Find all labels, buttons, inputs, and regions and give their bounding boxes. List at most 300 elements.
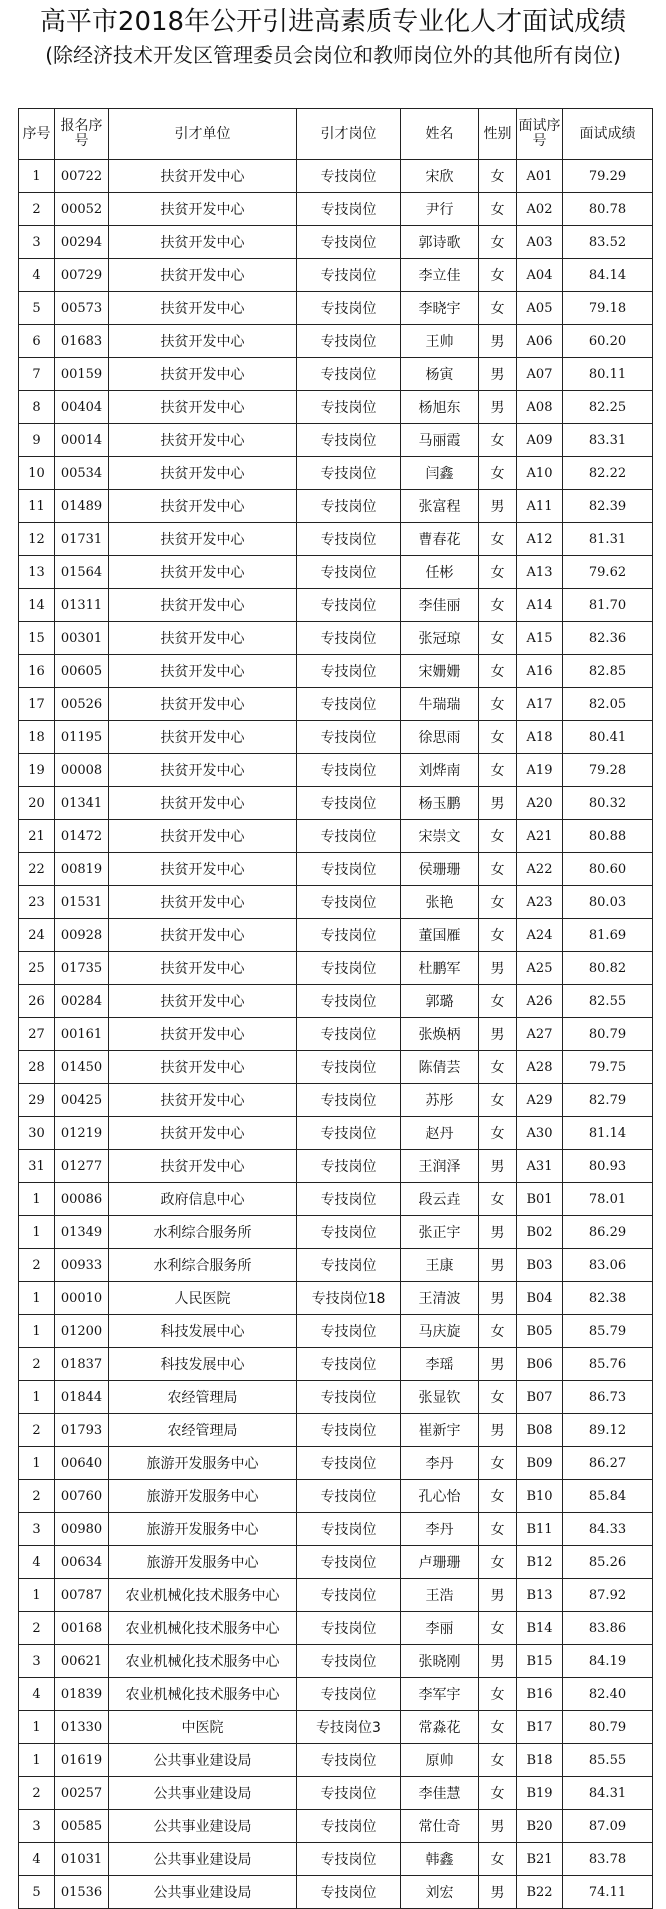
table-row: [19, 1447, 653, 1480]
cell-row-index: 6: [19, 325, 55, 358]
cell-unit: 扶贫开发中心: [109, 655, 297, 688]
cell-gender: 男: [479, 325, 517, 358]
cell-unit: 扶贫开发中心: [109, 688, 297, 721]
cell-row-index: 2: [19, 1414, 55, 1447]
cell-score: 79.28: [563, 754, 653, 787]
cell-row-index: 13: [19, 556, 55, 589]
cell-interview-no: B21: [517, 1843, 563, 1876]
cell-row-index: 31: [19, 1150, 55, 1183]
cell-score: 82.55: [563, 985, 653, 1018]
cell-name: 董国雁: [401, 919, 479, 952]
cell-score: 84.14: [563, 259, 653, 292]
cell-position: 专技岗位: [297, 655, 401, 688]
page-subtitle: (除经济技术开发区管理委员会岗位和教师岗位外的其他所有岗位): [45, 43, 621, 67]
cell-gender: 女: [479, 886, 517, 919]
cell-unit: 扶贫开发中心: [109, 721, 297, 754]
cell-unit: 扶贫开发中心: [109, 160, 297, 193]
cell-position: 专技岗位: [297, 490, 401, 523]
cell-registration-no: 00634: [55, 1546, 109, 1579]
cell-interview-no: B15: [517, 1645, 563, 1678]
cell-registration-no: 00534: [55, 457, 109, 490]
cell-unit: 扶贫开发中心: [109, 556, 297, 589]
cell-score: 79.75: [563, 1051, 653, 1084]
cell-score: 81.70: [563, 589, 653, 622]
cell-name: 原帅: [401, 1744, 479, 1777]
cell-row-index: 29: [19, 1084, 55, 1117]
cell-interview-no: B01: [517, 1183, 563, 1216]
cell-position: 专技岗位3: [297, 1711, 401, 1744]
cell-gender: 女: [479, 1744, 517, 1777]
cell-registration-no: 01330: [55, 1711, 109, 1744]
cell-unit: 旅游开发服务中心: [109, 1480, 297, 1513]
cell-name: 王康: [401, 1249, 479, 1282]
cell-gender: 男: [479, 787, 517, 820]
cell-score: 86.29: [563, 1216, 653, 1249]
cell-name: 王帅: [401, 325, 479, 358]
cell-registration-no: 01341: [55, 787, 109, 820]
cell-position: 专技岗位: [297, 1084, 401, 1117]
cell-score: 83.78: [563, 1843, 653, 1876]
cell-unit: 扶贫开发中心: [109, 952, 297, 985]
table-row: [19, 1843, 653, 1876]
cell-position: 专技岗位: [297, 523, 401, 556]
cell-interview-no: B12: [517, 1546, 563, 1579]
cell-interview-no: B07: [517, 1381, 563, 1414]
cell-gender: 男: [479, 1348, 517, 1381]
header-score: 面试成绩: [563, 109, 653, 160]
cell-position: 专技岗位: [297, 1249, 401, 1282]
cell-score: 84.19: [563, 1645, 653, 1678]
cell-name: 张焕柄: [401, 1018, 479, 1051]
table-row: [19, 1876, 653, 1909]
table-row: [19, 754, 653, 787]
table-row: [19, 688, 653, 721]
cell-name: 张艳: [401, 886, 479, 919]
cell-score: 87.09: [563, 1810, 653, 1843]
cell-position: 专技岗位: [297, 1678, 401, 1711]
cell-unit: 科技发展中心: [109, 1315, 297, 1348]
cell-score: 80.60: [563, 853, 653, 886]
table-row: [19, 226, 653, 259]
table-row: [19, 1480, 653, 1513]
cell-position: 专技岗位: [297, 358, 401, 391]
cell-name: 常淼花: [401, 1711, 479, 1744]
cell-interview-no: A18: [517, 721, 563, 754]
cell-position: 专技岗位: [297, 1480, 401, 1513]
cell-unit: 科技发展中心: [109, 1348, 297, 1381]
cell-name: 卢珊珊: [401, 1546, 479, 1579]
cell-interview-no: B16: [517, 1678, 563, 1711]
cell-interview-no: A03: [517, 226, 563, 259]
cell-score: 82.22: [563, 457, 653, 490]
table-row: [19, 1810, 653, 1843]
cell-unit: 扶贫开发中心: [109, 457, 297, 490]
table-row: [19, 1018, 653, 1051]
cell-row-index: 3: [19, 1810, 55, 1843]
cell-gender: 男: [479, 1876, 517, 1909]
table-row: [19, 1249, 653, 1282]
cell-name: 崔新宇: [401, 1414, 479, 1447]
cell-name: 闫鑫: [401, 457, 479, 490]
cell-score: 81.14: [563, 1117, 653, 1150]
cell-score: 79.62: [563, 556, 653, 589]
cell-score: 84.31: [563, 1777, 653, 1810]
cell-position: 专技岗位: [297, 1810, 401, 1843]
table-row: [19, 1579, 653, 1612]
cell-gender: 男: [479, 1249, 517, 1282]
cell-row-index: 23: [19, 886, 55, 919]
cell-gender: 男: [479, 391, 517, 424]
cell-registration-no: 00760: [55, 1480, 109, 1513]
cell-score: 80.93: [563, 1150, 653, 1183]
table-row: [19, 391, 653, 424]
cell-unit: 扶贫开发中心: [109, 754, 297, 787]
cell-position: 专技岗位: [297, 1843, 401, 1876]
cell-registration-no: 00159: [55, 358, 109, 391]
cell-registration-no: 00301: [55, 622, 109, 655]
cell-interview-no: B18: [517, 1744, 563, 1777]
cell-registration-no: 01839: [55, 1678, 109, 1711]
table-row: [19, 952, 653, 985]
cell-interview-no: B10: [517, 1480, 563, 1513]
cell-position: 专技岗位: [297, 1513, 401, 1546]
cell-row-index: 28: [19, 1051, 55, 1084]
cell-registration-no: 01735: [55, 952, 109, 985]
cell-position: 专技岗位: [297, 391, 401, 424]
table-row: [19, 787, 653, 820]
table-row: [19, 490, 653, 523]
cell-score: 82.85: [563, 655, 653, 688]
cell-interview-no: A10: [517, 457, 563, 490]
cell-score: 82.40: [563, 1678, 653, 1711]
cell-row-index: 8: [19, 391, 55, 424]
cell-interview-no: A05: [517, 292, 563, 325]
cell-registration-no: 00294: [55, 226, 109, 259]
cell-interview-no: A27: [517, 1018, 563, 1051]
cell-row-index: 1: [19, 1447, 55, 1480]
cell-position: 专技岗位: [297, 160, 401, 193]
cell-gender: 女: [479, 1843, 517, 1876]
cell-unit: 扶贫开发中心: [109, 589, 297, 622]
cell-registration-no: 00425: [55, 1084, 109, 1117]
cell-gender: 男: [479, 1810, 517, 1843]
cell-unit: 扶贫开发中心: [109, 259, 297, 292]
table-row: [19, 1348, 653, 1381]
cell-row-index: 4: [19, 1678, 55, 1711]
cell-row-index: 4: [19, 259, 55, 292]
cell-registration-no: 00168: [55, 1612, 109, 1645]
cell-name: 郭璐: [401, 985, 479, 1018]
table-row: [19, 1414, 653, 1447]
cell-score: 78.01: [563, 1183, 653, 1216]
table-row: [19, 1315, 653, 1348]
cell-position: 专技岗位: [297, 1612, 401, 1645]
cell-unit: 旅游开发服务中心: [109, 1546, 297, 1579]
cell-name: 王浩: [401, 1579, 479, 1612]
cell-unit: 农业机械化技术服务中心: [109, 1579, 297, 1612]
cell-name: 宋欣: [401, 160, 479, 193]
cell-unit: 农经管理局: [109, 1414, 297, 1447]
cell-gender: 男: [479, 1150, 517, 1183]
cell-registration-no: 01564: [55, 556, 109, 589]
table-row: [19, 1513, 653, 1546]
cell-gender: 女: [479, 523, 517, 556]
cell-gender: 女: [479, 1546, 517, 1579]
cell-position: 专技岗位: [297, 1381, 401, 1414]
cell-registration-no: 01311: [55, 589, 109, 622]
cell-position: 专技岗位: [297, 292, 401, 325]
table-row: [19, 1744, 653, 1777]
cell-name: 王清波: [401, 1282, 479, 1315]
cell-score: 80.82: [563, 952, 653, 985]
cell-registration-no: 00052: [55, 193, 109, 226]
page-title: 高平市2018年公开引进高素质专业化人才面试成绩: [39, 7, 627, 37]
cell-interview-no: B11: [517, 1513, 563, 1546]
cell-name: 任彬: [401, 556, 479, 589]
cell-interview-no: A07: [517, 358, 563, 391]
cell-registration-no: 01031: [55, 1843, 109, 1876]
cell-registration-no: 00010: [55, 1282, 109, 1315]
cell-registration-no: 00722: [55, 160, 109, 193]
cell-position: 专技岗位: [297, 1744, 401, 1777]
cell-gender: 女: [479, 1513, 517, 1546]
cell-row-index: 27: [19, 1018, 55, 1051]
cell-score: 82.25: [563, 391, 653, 424]
cell-registration-no: 01489: [55, 490, 109, 523]
cell-registration-no: 00257: [55, 1777, 109, 1810]
table-row: [19, 358, 653, 391]
cell-unit: 扶贫开发中心: [109, 358, 297, 391]
cell-score: 80.03: [563, 886, 653, 919]
cell-unit: 农业机械化技术服务中心: [109, 1612, 297, 1645]
cell-row-index: 5: [19, 292, 55, 325]
cell-name: 王润泽: [401, 1150, 479, 1183]
cell-registration-no: 00621: [55, 1645, 109, 1678]
cell-position: 专技岗位: [297, 754, 401, 787]
cell-position: 专技岗位: [297, 457, 401, 490]
table-row: [19, 1183, 653, 1216]
cell-unit: 扶贫开发中心: [109, 490, 297, 523]
cell-score: 82.79: [563, 1084, 653, 1117]
cell-registration-no: 00573: [55, 292, 109, 325]
cell-gender: 女: [479, 193, 517, 226]
table-row: [19, 259, 653, 292]
cell-unit: 中医院: [109, 1711, 297, 1744]
cell-registration-no: 01731: [55, 523, 109, 556]
cell-unit: 扶贫开发中心: [109, 787, 297, 820]
cell-row-index: 26: [19, 985, 55, 1018]
cell-name: 曹春花: [401, 523, 479, 556]
cell-interview-no: B09: [517, 1447, 563, 1480]
cell-unit: 政府信息中心: [109, 1183, 297, 1216]
cell-unit: 水利综合服务所: [109, 1216, 297, 1249]
cell-registration-no: 01619: [55, 1744, 109, 1777]
cell-row-index: 2: [19, 193, 55, 226]
cell-score: 83.52: [563, 226, 653, 259]
cell-gender: 女: [479, 853, 517, 886]
cell-position: 专技岗位: [297, 886, 401, 919]
cell-interview-no: A30: [517, 1117, 563, 1150]
cell-position: 专技岗位: [297, 820, 401, 853]
cell-row-index: 20: [19, 787, 55, 820]
cell-row-index: 3: [19, 1645, 55, 1678]
cell-unit: 公共事业建设局: [109, 1810, 297, 1843]
cell-interview-no: A13: [517, 556, 563, 589]
cell-name: 杨寅: [401, 358, 479, 391]
table-row: [19, 985, 653, 1018]
table-row: [19, 292, 653, 325]
cell-name: 马丽霞: [401, 424, 479, 457]
cell-row-index: 1: [19, 1381, 55, 1414]
cell-interview-no: B02: [517, 1216, 563, 1249]
cell-interview-no: B17: [517, 1711, 563, 1744]
cell-name: 马庆旋: [401, 1315, 479, 1348]
cell-gender: 男: [479, 952, 517, 985]
cell-score: 80.11: [563, 358, 653, 391]
cell-unit: 扶贫开发中心: [109, 1150, 297, 1183]
cell-interview-no: A17: [517, 688, 563, 721]
cell-gender: 女: [479, 1480, 517, 1513]
scores-table: [18, 108, 653, 1909]
cell-row-index: 2: [19, 1777, 55, 1810]
cell-interview-no: A14: [517, 589, 563, 622]
cell-position: 专技岗位: [297, 259, 401, 292]
cell-position: 专技岗位: [297, 1348, 401, 1381]
cell-name: 李丽: [401, 1612, 479, 1645]
cell-name: 张正宇: [401, 1216, 479, 1249]
cell-position: 专技岗位: [297, 193, 401, 226]
cell-gender: 男: [479, 1579, 517, 1612]
table-row: [19, 1777, 653, 1810]
cell-registration-no: 01450: [55, 1051, 109, 1084]
cell-name: 李丹: [401, 1513, 479, 1546]
table-row: [19, 820, 653, 853]
cell-score: 80.41: [563, 721, 653, 754]
cell-position: 专技岗位: [297, 919, 401, 952]
cell-gender: 女: [479, 1711, 517, 1744]
cell-registration-no: 00787: [55, 1579, 109, 1612]
cell-name: 张富程: [401, 490, 479, 523]
cell-row-index: 16: [19, 655, 55, 688]
cell-name: 苏彤: [401, 1084, 479, 1117]
cell-registration-no: 00729: [55, 259, 109, 292]
cell-registration-no: 01536: [55, 1876, 109, 1909]
cell-name: 段云垚: [401, 1183, 479, 1216]
cell-interview-no: B04: [517, 1282, 563, 1315]
cell-unit: 扶贫开发中心: [109, 391, 297, 424]
cell-score: 83.06: [563, 1249, 653, 1282]
cell-name: 宋姗姗: [401, 655, 479, 688]
table-row: [19, 853, 653, 886]
cell-row-index: 2: [19, 1249, 55, 1282]
cell-score: 74.11: [563, 1876, 653, 1909]
cell-interview-no: A25: [517, 952, 563, 985]
cell-gender: 男: [479, 1282, 517, 1315]
table-row: [19, 1216, 653, 1249]
cell-name: 李瑶: [401, 1348, 479, 1381]
cell-row-index: 1: [19, 1579, 55, 1612]
table-row: [19, 1381, 653, 1414]
cell-interview-no: B03: [517, 1249, 563, 1282]
cell-position: 专技岗位: [297, 1447, 401, 1480]
cell-row-index: 10: [19, 457, 55, 490]
cell-score: 85.84: [563, 1480, 653, 1513]
cell-position: 专技岗位: [297, 688, 401, 721]
cell-name: 郭诗歌: [401, 226, 479, 259]
cell-interview-no: A09: [517, 424, 563, 457]
cell-row-index: 1: [19, 1315, 55, 1348]
cell-position: 专技岗位: [297, 1216, 401, 1249]
cell-unit: 公共事业建设局: [109, 1876, 297, 1909]
cell-row-index: 3: [19, 1513, 55, 1546]
cell-unit: 公共事业建设局: [109, 1744, 297, 1777]
cell-gender: 女: [479, 226, 517, 259]
cell-interview-no: B13: [517, 1579, 563, 1612]
cell-row-index: 17: [19, 688, 55, 721]
cell-position: 专技岗位: [297, 226, 401, 259]
cell-registration-no: 00404: [55, 391, 109, 424]
cell-registration-no: 00008: [55, 754, 109, 787]
cell-score: 81.31: [563, 523, 653, 556]
cell-name: 侯珊珊: [401, 853, 479, 886]
cell-position: 专技岗位: [297, 1183, 401, 1216]
cell-position: 专技岗位: [297, 1315, 401, 1348]
cell-interview-no: A20: [517, 787, 563, 820]
cell-row-index: 25: [19, 952, 55, 985]
cell-row-index: 2: [19, 1348, 55, 1381]
cell-name: 李佳慧: [401, 1777, 479, 1810]
cell-name: 杨旭东: [401, 391, 479, 424]
cell-unit: 旅游开发服务中心: [109, 1447, 297, 1480]
table-row: [19, 457, 653, 490]
cell-name: 赵丹: [401, 1117, 479, 1150]
cell-row-index: 1: [19, 160, 55, 193]
cell-gender: 女: [479, 655, 517, 688]
cell-row-index: 3: [19, 226, 55, 259]
table-row: [19, 556, 653, 589]
cell-unit: 公共事业建设局: [109, 1843, 297, 1876]
cell-interview-no: A11: [517, 490, 563, 523]
cell-interview-no: B06: [517, 1348, 563, 1381]
table-row: [19, 622, 653, 655]
cell-name: 李佳丽: [401, 589, 479, 622]
cell-gender: 女: [479, 1051, 517, 1084]
cell-unit: 人民医院: [109, 1282, 297, 1315]
cell-registration-no: 00933: [55, 1249, 109, 1282]
cell-position: 专技岗位: [297, 1645, 401, 1678]
cell-interview-no: A04: [517, 259, 563, 292]
header-gender: 性别: [479, 109, 517, 160]
cell-interview-no: B08: [517, 1414, 563, 1447]
table-row: [19, 424, 653, 457]
cell-row-index: 18: [19, 721, 55, 754]
cell-score: 80.88: [563, 820, 653, 853]
cell-gender: 男: [479, 358, 517, 391]
cell-gender: 男: [479, 1645, 517, 1678]
cell-row-index: 4: [19, 1546, 55, 1579]
cell-gender: 女: [479, 688, 517, 721]
table-row: [19, 1282, 653, 1315]
cell-gender: 女: [479, 1381, 517, 1414]
table-row: [19, 1645, 653, 1678]
cell-interview-no: A26: [517, 985, 563, 1018]
cell-registration-no: 00819: [55, 853, 109, 886]
cell-position: 专技岗位: [297, 1546, 401, 1579]
cell-name: 孔心怡: [401, 1480, 479, 1513]
cell-score: 80.78: [563, 193, 653, 226]
cell-position: 专技岗位: [297, 952, 401, 985]
header-registration-no: 报名序号: [55, 109, 109, 160]
